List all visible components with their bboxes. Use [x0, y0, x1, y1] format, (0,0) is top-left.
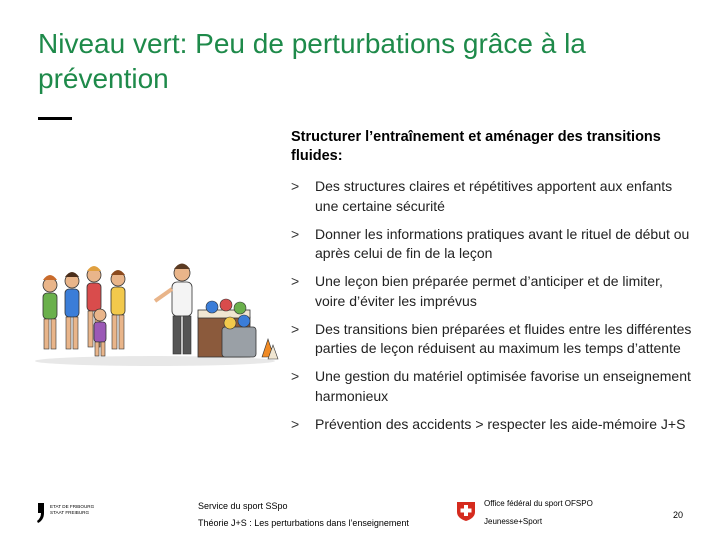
list-item: [291, 415, 696, 435]
footer-course: Théorie J+S : Les perturbations dans l’enseignement: [198, 518, 409, 528]
bullet-text: Une gestion du matériel optimisée favorise un enseignement harmonieux: [315, 368, 691, 404]
bullet-text: Prévention des accidents > respecter les aide-mémoire J+S: [315, 415, 686, 432]
bullet-text: Des structures claires et répétitives apportent aux enfants une certaine sécurité: [315, 178, 673, 214]
slide-title: Niveau vert: Peu de perturbations grâce à la prévention: [38, 28, 586, 94]
bullet-marker: >: [291, 225, 300, 242]
child-figure-5: [94, 309, 106, 356]
ball-bin: [222, 315, 256, 357]
swiss-flag-icon: [455, 500, 477, 522]
child-figure-2: [65, 272, 79, 349]
footer-office: Office fédéral du sport OFSPO: [484, 499, 593, 508]
bullet-text: Une leçon bien préparée permet d’anticiper et de limiter, voire d’éviter les imprévus: [315, 273, 663, 309]
logo-text-line-2: STAAT FREIBURG: [50, 510, 90, 515]
bullet-text: Des transitions bien préparées et fluides entre les différentes parties de leçon réduisent au maximum les temps d’attente: [315, 320, 692, 356]
fribourg-logo-icon: [36, 499, 106, 525]
list-item: [291, 177, 696, 216]
child-figure-1: [43, 275, 57, 349]
list-item: [291, 225, 696, 264]
footer-program: Jeunesse+Sport: [484, 517, 543, 526]
footer-service: Service du sport SSpo: [198, 501, 288, 511]
page-number: 20: [673, 510, 684, 520]
cones: [262, 339, 278, 359]
slide-subtitle: Structurer l’entraînement et aménager des transitions fluides:: [291, 129, 661, 164]
bullet-marker: >: [291, 320, 300, 337]
list-item: [291, 367, 696, 406]
list-item: [291, 272, 696, 311]
children-with-coach-illustration: [30, 255, 280, 367]
footer-left: [198, 498, 409, 532]
child-figure-4: [111, 270, 125, 349]
bullet-marker: >: [291, 368, 300, 384]
logo-text-line-1: ETAT DE FRIBOURG: [50, 504, 95, 509]
coach-figure: [155, 264, 192, 355]
list-item: [291, 320, 696, 359]
title-underline: [38, 117, 72, 120]
bullet-text: Donner les informations pratiques avant le rituel de début ou après celui de fin de la leçon: [315, 225, 690, 261]
bullet-marker: >: [291, 178, 300, 194]
bullet-list: [291, 177, 696, 443]
bullet-marker: >: [291, 273, 300, 289]
bullet-marker: >: [291, 415, 300, 432]
